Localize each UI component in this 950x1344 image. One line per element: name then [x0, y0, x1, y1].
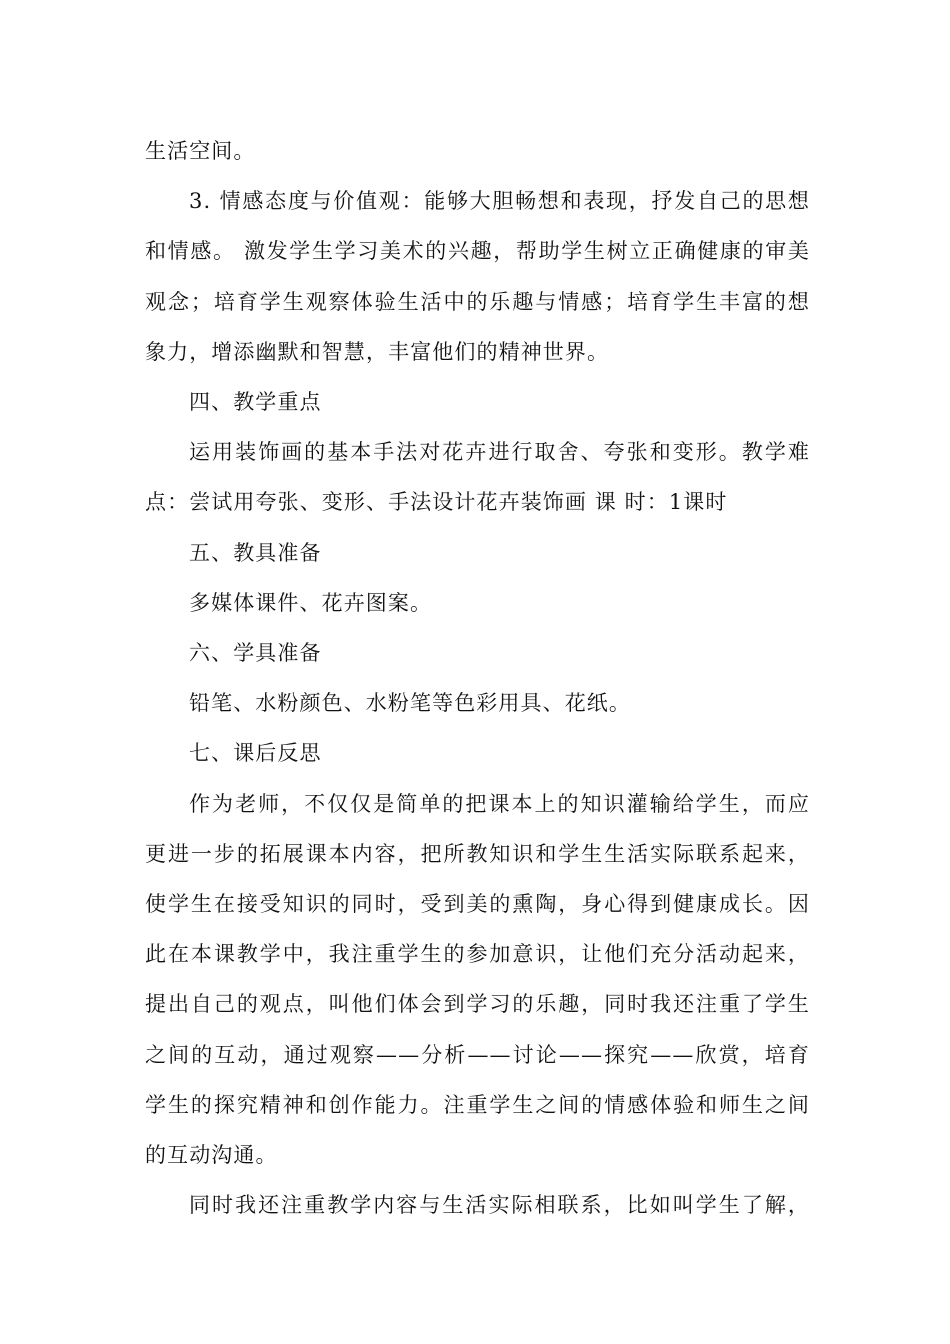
text-line: 更进一步的拓展课本内容，把所教知识和学生生活实际联系起来， — [145, 841, 810, 866]
text-line: 多媒体课件、花卉图案。 — [189, 590, 433, 615]
text-line: 的互动沟通。 — [145, 1143, 278, 1168]
text-line: 此在本课教学中，我注重学生的参加意识，让他们充分活动起来， — [145, 942, 810, 967]
text-line: 作为老师，不仅仅是简单的把课本上的知识灌输给学生，而应 — [189, 791, 810, 816]
text-line: 之间的互动，通过观察——分析——讨论——探究——欣赏，培育 — [145, 1042, 810, 1067]
text-line: 生活空间。 — [145, 139, 256, 163]
text-line: 铅笔、水粉颜色、水粉笔等色彩用具、花纸。 — [189, 691, 631, 716]
text-line: 学生的探究精神和创作能力。注重学生之间的情感体验和师生之间 — [145, 1092, 810, 1117]
text-line: 同时我还注重教学内容与生活实际相联系，比如叫学生了解， — [189, 1193, 810, 1218]
text-line: 3. 情感态度与价值观：能够大胆畅想和表现，抒发自己的思想 — [189, 189, 810, 214]
section-heading: 四、教学重点 — [189, 390, 322, 415]
text-line: 点：尝试用夸张、变形、手法设计花卉装饰画 课 时：1课时 — [145, 490, 728, 515]
section-heading: 六、学具准备 — [189, 641, 322, 666]
text-line: 象力，增添幽默和智慧，丰富他们的精神世界。 — [145, 339, 610, 364]
text-line: 提出自己的观点，叫他们体会到学习的乐趣，同时我还注重了学生 — [145, 992, 810, 1017]
section-heading: 五、教具准备 — [189, 540, 322, 565]
text-line: 观念；培育学生观察体验生活中的乐趣与情感；培育学生丰富的想 — [145, 289, 810, 314]
document-body — [145, 126, 810, 1230]
text-line: 运用装饰画的基本手法对花卉进行取舍、夸张和变形。教学难 — [189, 440, 810, 465]
text-line: 和情感。 激发学生学习美术的兴趣，帮助学生树立正确健康的审美 — [145, 239, 810, 264]
text-line: 使学生在接受知识的同时，受到美的熏陶，身心得到健康成长。因 — [145, 892, 810, 917]
section-heading: 七、课后反思 — [189, 741, 322, 766]
